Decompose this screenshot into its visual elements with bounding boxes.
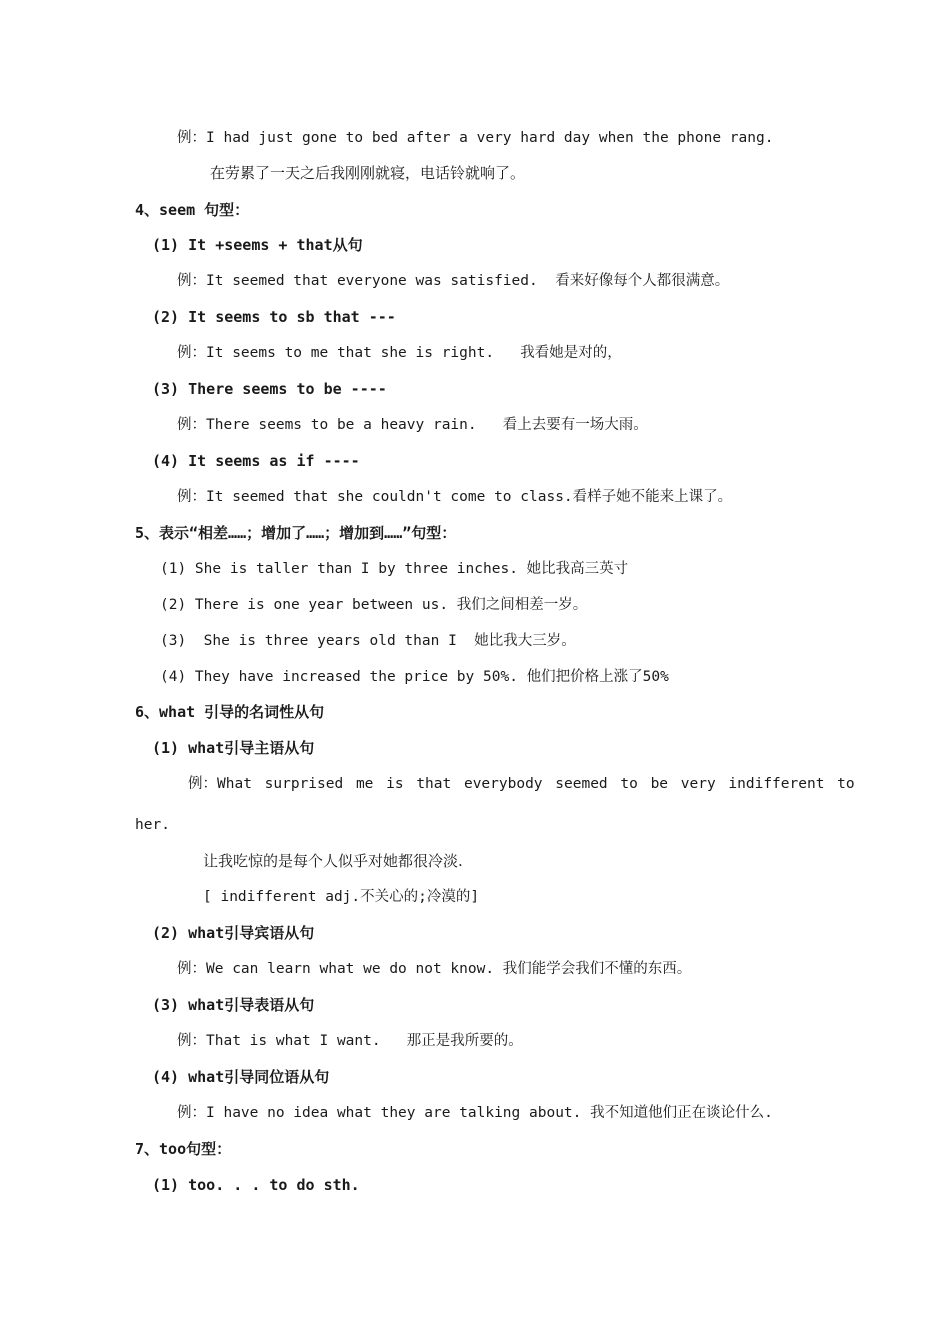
example-sentence: 例：That is what I want. 那正是我所要的。 — [177, 1033, 523, 1049]
vocabulary-note: [ indifferent adj.不关心的;冷漠的] — [203, 889, 480, 905]
example-sentence: 例：What surprised me is that everybody seemed to be very indifferent to — [188, 776, 855, 792]
subheading: (1) too. . . to do sth. — [152, 1176, 360, 1194]
example-translation: 让我吃惊的是每个人似乎对她都很冷淡. — [203, 852, 463, 870]
example-sentence: 例：I had just gone to bed after a very hard day when the phone rang. — [177, 130, 774, 146]
section-heading-7: 7、too句型： — [135, 1140, 232, 1158]
subheading: (4) what引导同位语从句 — [152, 1068, 330, 1086]
subheading: (2) what引导宾语从句 — [152, 924, 315, 942]
example-sentence: 例：We can learn what we do not know. 我们能学会我们不懂的东西。 — [177, 961, 692, 977]
example-sentence: 例：I have no idea what they are talking about. 我不知道他们正在谈论什么. — [177, 1105, 773, 1121]
subheading: (4) It seems as if ---- — [152, 452, 360, 470]
section-heading-6: 6、what 引导的名词性从句 — [135, 703, 325, 721]
subheading: (3) what引导表语从句 — [152, 996, 315, 1014]
subheading: (3) There seems to be ---- — [152, 380, 387, 398]
example-sentence: 例：It seems to me that she is right. 我看她是对的， — [177, 345, 622, 361]
example-sentence: 例：There seems to be a heavy rain. 看上去要有一场大雨。 — [177, 417, 648, 433]
example-sentence: 例：It seemed that she couldn't come to class.看样子她不能来上课了。 — [177, 489, 733, 505]
subheading: (1) what引导主语从句 — [152, 739, 315, 757]
subheading: (1) It +seems + that从句 — [152, 236, 363, 254]
list-item: (3) She is three years old than I 她比我大三岁。 — [160, 633, 576, 649]
section-heading-5: 5、表示“相差……；增加了……；增加到……”句型： — [135, 524, 457, 542]
list-item: (2) There is one year between us. 我们之间相差一岁。 — [160, 597, 588, 613]
section-heading-4: 4、seem 句型： — [135, 201, 250, 219]
example-sentence: 例：It seemed that everyone was satisfied. 看来好像每个人都很满意。 — [177, 273, 730, 289]
example-translation: 在劳累了一天之后我刚刚就寝，电话铃就响了。 — [210, 164, 526, 182]
list-item: (1) She is taller than I by three inches. 她比我高三英寸 — [160, 561, 629, 577]
example-sentence-continued: her. — [135, 817, 170, 833]
subheading: (2) It seems to sb that --- — [152, 308, 396, 326]
list-item: (4) They have increased the price by 50%. 他们把价格上涨了50% — [160, 669, 669, 685]
